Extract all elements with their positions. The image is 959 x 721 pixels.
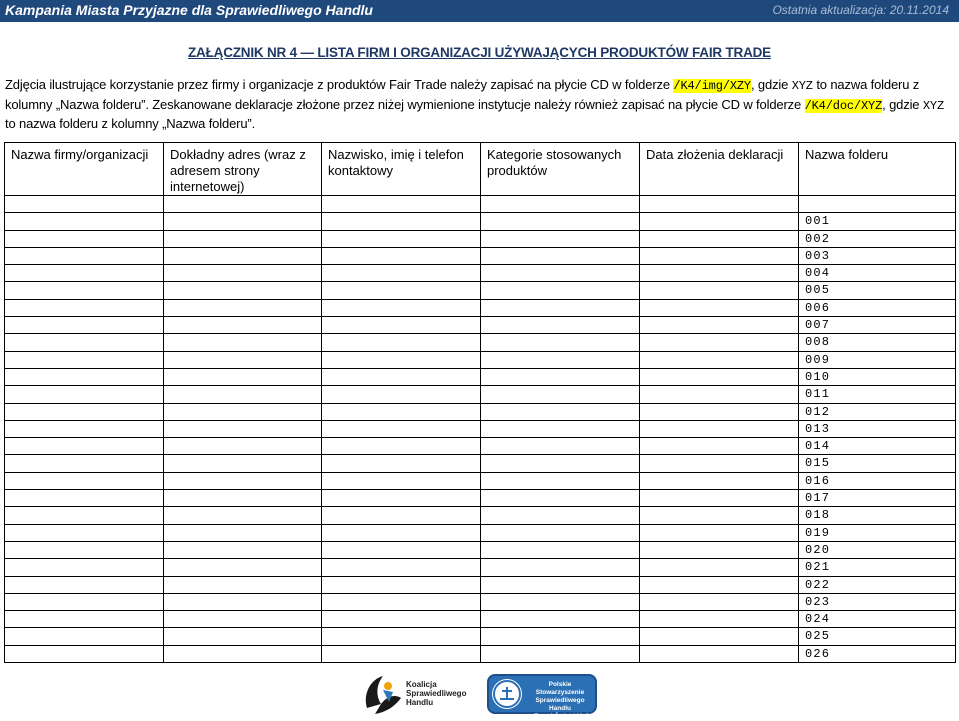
- cell-address: [164, 282, 322, 299]
- intro-text-1: Zdjęcia ilustrujące korzystanie przez firmy i organizacje z produktów Fair Trade należy zapisać na płycie CD w folderze: [5, 77, 674, 92]
- cell-organization: [5, 213, 164, 230]
- cell-folder: 021: [799, 559, 956, 576]
- pstfh-logo-icon: [492, 679, 522, 709]
- folder-variable: XYZ: [922, 98, 945, 113]
- cell-contact: [322, 438, 481, 455]
- table-row: [5, 386, 956, 403]
- cell-contact: [322, 420, 481, 437]
- cell-contact: [322, 334, 481, 351]
- table-row: [5, 299, 956, 316]
- cell-organization: [5, 472, 164, 489]
- cell-folder: 019: [799, 524, 956, 541]
- table-row: [5, 420, 956, 437]
- table-row: [5, 576, 956, 593]
- cell-address: [164, 507, 322, 524]
- cell-address: [164, 351, 322, 368]
- cell-contact: [322, 559, 481, 576]
- cell-contact: [322, 299, 481, 316]
- cell-contact: [322, 628, 481, 645]
- cell-folder: 024: [799, 611, 956, 628]
- cell-categories: [481, 351, 640, 368]
- cell-date: [640, 611, 799, 628]
- annex-heading: [0, 45, 959, 60]
- pstfh-logo-text: Polskie Stowarzyszenie Sprawiedliwego Handlu „Trzeci Świat i My”: [530, 681, 590, 720]
- cell-categories: [481, 230, 640, 247]
- cell-categories: [481, 368, 640, 385]
- cell-categories: [481, 559, 640, 576]
- intro-text-5: to nazwa folderu z kolumny „Nazwa folderu”.: [5, 116, 256, 131]
- annex-dash: —: [296, 45, 318, 60]
- cell-contact: [322, 265, 481, 282]
- organizations-table: [4, 142, 956, 663]
- cell-categories: [481, 507, 640, 524]
- cell-date: [640, 645, 799, 662]
- cell-categories: [481, 265, 640, 282]
- cell-categories: [481, 524, 640, 541]
- cell-date: [640, 386, 799, 403]
- cell-categories: [481, 628, 640, 645]
- cell-organization: [5, 438, 164, 455]
- cell-address: [164, 541, 322, 558]
- cell-organization: [5, 541, 164, 558]
- table-row: [5, 351, 956, 368]
- table-row: [5, 265, 956, 282]
- cell-contact: [322, 611, 481, 628]
- cell-categories: [481, 576, 640, 593]
- cell-date: [640, 593, 799, 610]
- cell-address: [164, 420, 322, 437]
- table-row: [5, 541, 956, 558]
- cell-date: [640, 628, 799, 645]
- cell-categories: [481, 334, 640, 351]
- table-row: [5, 645, 956, 662]
- cell-organization: [5, 265, 164, 282]
- cell-contact: [322, 472, 481, 489]
- cell-contact: [322, 247, 481, 264]
- table-row: [5, 403, 956, 420]
- cell-categories: [481, 403, 640, 420]
- cell-address: [164, 317, 322, 334]
- cell-folder: 017: [799, 490, 956, 507]
- col-header-contact: Nazwisko, imię i telefon kontaktowy: [322, 143, 481, 196]
- cell-organization: [5, 247, 164, 264]
- table-row: [5, 559, 956, 576]
- cell-contact: [322, 455, 481, 472]
- cell-address: [164, 265, 322, 282]
- cell-organization: [5, 645, 164, 662]
- cell-date: [640, 472, 799, 489]
- cell-contact: [322, 213, 481, 230]
- cell-organization: [5, 230, 164, 247]
- table-row: [5, 334, 956, 351]
- cell-contact: [322, 317, 481, 334]
- cell-organization: [5, 628, 164, 645]
- table-row: [5, 196, 956, 213]
- cell-address: [164, 455, 322, 472]
- intro-text-2: , gdzie: [750, 77, 792, 92]
- cell-date: [640, 524, 799, 541]
- cell-organization: [5, 593, 164, 610]
- cell-categories: [481, 438, 640, 455]
- cell-organization: [5, 524, 164, 541]
- cell-organization: [5, 576, 164, 593]
- doc-folder-path: /K4/doc/XYZ: [804, 98, 883, 113]
- cell-organization: [5, 507, 164, 524]
- cell-categories: [481, 645, 640, 662]
- cell-contact: [322, 351, 481, 368]
- cell-folder: 012: [799, 403, 956, 420]
- cell-address: [164, 490, 322, 507]
- cell-contact: [322, 282, 481, 299]
- cell-folder: 015: [799, 455, 956, 472]
- cell-categories: [481, 593, 640, 610]
- cell-date: [640, 576, 799, 593]
- cell-folder: 006: [799, 299, 956, 316]
- annex-title: LISTA FIRM I ORGANIZACJI UŻYWAJĄCYCH PRODUKTÓW FAIR TRADE: [317, 45, 771, 60]
- cell-folder: 004: [799, 265, 956, 282]
- cell-categories: [481, 611, 640, 628]
- cell-address: [164, 576, 322, 593]
- last-update-date: Ostatnia aktualizacja: 20.11.2014: [772, 3, 949, 17]
- cell-date: [640, 403, 799, 420]
- cell-categories: [481, 541, 640, 558]
- cell-address: [164, 645, 322, 662]
- cell-organization: [5, 196, 164, 213]
- cell-categories: [481, 472, 640, 489]
- cell-organization: [5, 334, 164, 351]
- cell-contact: [322, 196, 481, 213]
- cell-date: [640, 334, 799, 351]
- cell-organization: [5, 559, 164, 576]
- cell-folder: 005: [799, 282, 956, 299]
- koalicja-logo-icon: [361, 672, 403, 716]
- table-row: [5, 472, 956, 489]
- cell-address: [164, 611, 322, 628]
- cell-organization: [5, 455, 164, 472]
- table-row: [5, 593, 956, 610]
- cell-categories: [481, 247, 640, 264]
- cell-address: [164, 472, 322, 489]
- col-header-date: Data złożenia deklaracji: [640, 143, 799, 196]
- cell-folder: 013: [799, 420, 956, 437]
- instructions-paragraph: [5, 76, 955, 133]
- col-header-address: Dokładny adres (wraz z adresem strony internetowej): [164, 143, 322, 196]
- cell-folder: 009: [799, 351, 956, 368]
- cell-folder: 018: [799, 507, 956, 524]
- cell-organization: [5, 299, 164, 316]
- cell-date: [640, 438, 799, 455]
- cell-date: [640, 368, 799, 385]
- cell-organization: [5, 317, 164, 334]
- cell-contact: [322, 541, 481, 558]
- cell-address: [164, 196, 322, 213]
- cell-date: [640, 559, 799, 576]
- cell-date: [640, 490, 799, 507]
- cell-organization: [5, 386, 164, 403]
- cell-folder: 020: [799, 541, 956, 558]
- table-row: [5, 507, 956, 524]
- cell-date: [640, 247, 799, 264]
- cell-date: [640, 265, 799, 282]
- cell-date: [640, 455, 799, 472]
- cell-folder: 002: [799, 230, 956, 247]
- cell-folder: 016: [799, 472, 956, 489]
- col-header-folder: Nazwa folderu: [799, 143, 956, 196]
- cell-contact: [322, 490, 481, 507]
- intro-text-4: , gdzie: [882, 96, 923, 112]
- cell-categories: [481, 420, 640, 437]
- cell-categories: [481, 282, 640, 299]
- img-folder-path: /K4/img/XZY: [673, 79, 751, 93]
- cell-folder: 014: [799, 438, 956, 455]
- table-body: [5, 196, 956, 663]
- cell-date: [640, 230, 799, 247]
- cell-categories: [481, 386, 640, 403]
- cell-address: [164, 230, 322, 247]
- cell-address: [164, 403, 322, 420]
- footer-logos: [0, 672, 959, 720]
- cell-folder: 022: [799, 576, 956, 593]
- cell-address: [164, 524, 322, 541]
- cell-contact: [322, 593, 481, 610]
- table-row: [5, 368, 956, 385]
- cell-address: [164, 247, 322, 264]
- cell-address: [164, 334, 322, 351]
- cell-organization: [5, 403, 164, 420]
- cell-folder: 023: [799, 593, 956, 610]
- cell-contact: [322, 645, 481, 662]
- table-row: [5, 438, 956, 455]
- cell-address: [164, 593, 322, 610]
- cell-date: [640, 196, 799, 213]
- cell-folder: 025: [799, 628, 956, 645]
- cell-date: [640, 351, 799, 368]
- table-row: [5, 247, 956, 264]
- cell-date: [640, 541, 799, 558]
- cell-date: [640, 317, 799, 334]
- cell-categories: [481, 455, 640, 472]
- cell-categories: [481, 317, 640, 334]
- intro-text-3: to nazwa folderu z kolumny „Nazwa folderu”. Zeskanowane deklaracje złożone przez niżej wymienione instytucje należy również zapisać na płycie CD w folderze: [5, 77, 920, 112]
- cell-date: [640, 507, 799, 524]
- cell-contact: [322, 403, 481, 420]
- table-row: [5, 611, 956, 628]
- cell-organization: [5, 611, 164, 628]
- cell-categories: [481, 299, 640, 316]
- cell-folder: 001: [799, 213, 956, 230]
- cell-categories: [481, 196, 640, 213]
- koalicja-logo-text: Koalicja Sprawiedliwego Handlu: [406, 680, 467, 707]
- cell-address: [164, 213, 322, 230]
- cell-address: [164, 438, 322, 455]
- cell-organization: [5, 282, 164, 299]
- table-row: [5, 282, 956, 299]
- cell-folder: [799, 196, 956, 213]
- annex-number: ZAŁĄCZNIK NR 4: [188, 45, 297, 60]
- cell-folder: 026: [799, 645, 956, 662]
- col-header-organization: Nazwa firmy/organizacji: [5, 143, 164, 196]
- cell-contact: [322, 230, 481, 247]
- table-row: [5, 230, 956, 247]
- cell-contact: [322, 386, 481, 403]
- table-row: [5, 213, 956, 230]
- table-row: [5, 628, 956, 645]
- cell-date: [640, 213, 799, 230]
- cell-organization: [5, 351, 164, 368]
- cell-address: [164, 368, 322, 385]
- cell-address: [164, 299, 322, 316]
- table-row: [5, 317, 956, 334]
- cell-date: [640, 299, 799, 316]
- cell-organization: [5, 490, 164, 507]
- cell-contact: [322, 368, 481, 385]
- cell-address: [164, 559, 322, 576]
- cell-address: [164, 386, 322, 403]
- table-row: [5, 455, 956, 472]
- cell-folder: 007: [799, 317, 956, 334]
- koalicja-logo: [361, 672, 471, 716]
- cell-folder: 003: [799, 247, 956, 264]
- document-title: Kampania Miasta Przyjazne dla Sprawiedliwego Handlu: [5, 2, 373, 18]
- document-header: [0, 0, 959, 22]
- cell-folder: 010: [799, 368, 956, 385]
- cell-categories: [481, 490, 640, 507]
- table-row: [5, 490, 956, 507]
- col-header-categories: Kategorie stosowanych produktów: [481, 143, 640, 196]
- cell-folder: 008: [799, 334, 956, 351]
- folder-variable: XYZ: [791, 79, 813, 93]
- cell-date: [640, 282, 799, 299]
- cell-date: [640, 420, 799, 437]
- table-header-row: [5, 143, 956, 196]
- cell-contact: [322, 576, 481, 593]
- cell-contact: [322, 524, 481, 541]
- cell-organization: [5, 368, 164, 385]
- table-row: [5, 524, 956, 541]
- cell-contact: [322, 507, 481, 524]
- cell-organization: [5, 420, 164, 437]
- cell-categories: [481, 213, 640, 230]
- cell-address: [164, 628, 322, 645]
- pstfh-logo: [487, 674, 597, 720]
- cell-folder: 011: [799, 386, 956, 403]
